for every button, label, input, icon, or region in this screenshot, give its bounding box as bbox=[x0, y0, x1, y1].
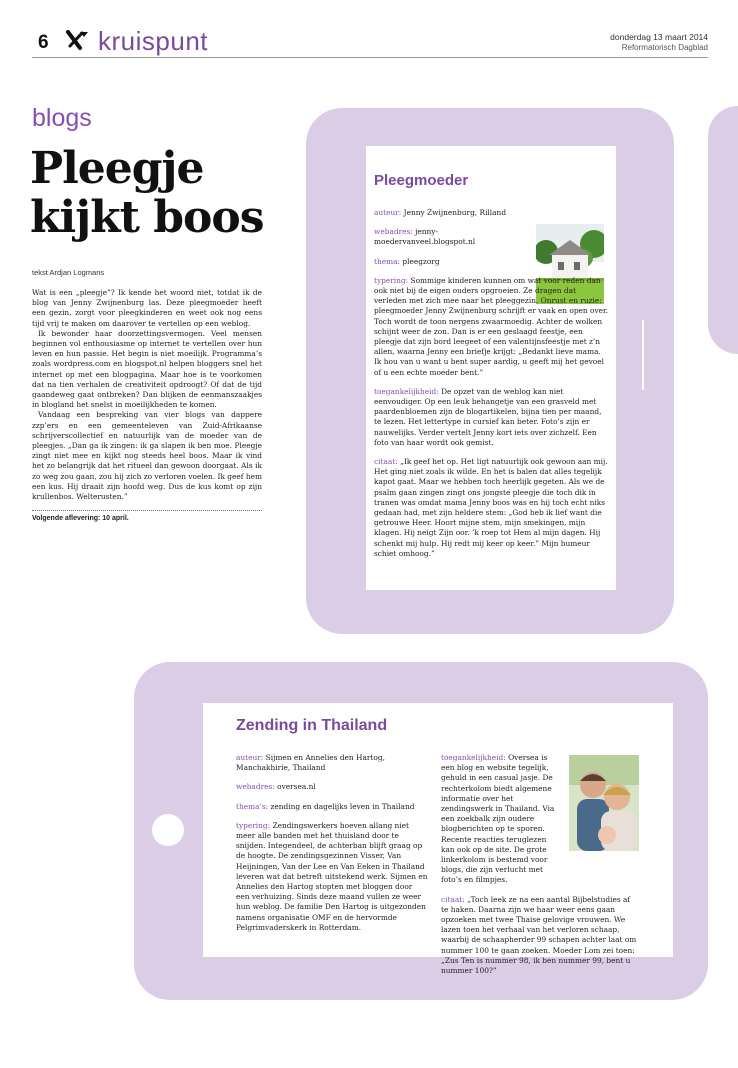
theme-label: thema’s: bbox=[236, 801, 269, 811]
typing-text: Zendingswerkers hoeven allang niet meer alle banden met het thuisland door te snijden. Integendeel, de achterban blijft graag op de hoogte. De zendingsgezinnen Visser, Van Heijningen, Van der Lee en Van Eeken in Thailand leveren wat dat betreft uitstekend werk. Sijmen en Annelies den Hartog stopten met bloggen door een verhuizing. Sinds deze maand vullen ze weer hun weblog. De familie Den Hartog is uitgezonden namens organisatie OMF en de hervormde Pelgrimvaderskerk in Rotterdam. bbox=[236, 820, 428, 932]
blog-column-right bbox=[441, 753, 637, 985]
article-byline: tekst Ardjan Logmans bbox=[32, 268, 105, 277]
author-label: auteur: bbox=[236, 753, 264, 762]
tablet-edge-decoration bbox=[708, 106, 738, 354]
author-value: Jenny Zwijnenburg, Rilland bbox=[403, 208, 507, 217]
page-header bbox=[32, 26, 708, 58]
author-line bbox=[374, 208, 524, 218]
access-paragraph bbox=[441, 753, 561, 886]
typing-label: typering: bbox=[374, 275, 409, 285]
access-text: Oversea is een blog en website tegelijk, gehuld in een casual jasje. De rechterkolom biedt algemene informatie over het zendingswerk in Thailand. Via een zoekbalk zijn oudere blogberichten op te sporen. Recente reacties teruglezen kan ook op de site. De grote linkerkolom is bestemd voor blogs, die zijn verlucht met foto’s en filmpjes. bbox=[441, 753, 555, 885]
web-line bbox=[374, 227, 524, 247]
web-label: webadres: bbox=[236, 782, 275, 792]
typing-paragraph bbox=[374, 276, 610, 378]
kruispunt-logo-icon bbox=[66, 30, 90, 54]
blog-card-pleegmoeder bbox=[366, 146, 616, 590]
tablet-home-button bbox=[152, 814, 184, 846]
theme-line bbox=[374, 257, 524, 267]
quote-paragraph bbox=[441, 895, 637, 977]
page-number: 6 bbox=[38, 32, 49, 53]
article-kicker: blogs bbox=[32, 104, 92, 132]
next-episode-note: Volgende aflevering: 10 april. bbox=[32, 515, 129, 522]
author-value: Sijmen en Annelies den Hartog, Manchakhirie, Thailand bbox=[236, 753, 385, 773]
article-intro bbox=[32, 288, 262, 502]
author-line bbox=[236, 753, 428, 773]
access-text: De opzet van de weblog kan niet eenvoudiger. Op een leuk behangetje van een grasveld met paardenbloemen zijn de blogartikelen, bijna tien per maand, te lezen. Het lettertype in cursief kan beter. Foto’s zijn er nauwelijks. Verder vertelt Jenny kort iets over zichzelf. Een foto van haar wordt ook gemist. bbox=[374, 386, 602, 447]
quote-paragraph bbox=[374, 457, 610, 559]
blog-body bbox=[374, 208, 610, 568]
author-label: auteur: bbox=[374, 208, 402, 217]
article-divider bbox=[32, 510, 262, 511]
web-line bbox=[236, 782, 428, 792]
blog-title: Pleegmoeder bbox=[374, 172, 469, 189]
quote-label: citaat: bbox=[374, 457, 398, 467]
access-label: toegankelijkheid: bbox=[374, 386, 439, 396]
typing-paragraph bbox=[236, 821, 428, 933]
newspaper-name: Reformatorisch Dagblad bbox=[621, 43, 708, 52]
web-value[interactable]: jenny-moedervanveel.blogspot.nl bbox=[374, 227, 476, 247]
section-title: kruispunt bbox=[98, 26, 208, 56]
web-label: webadres: bbox=[374, 227, 413, 237]
intro-paragraph: Wat is een „pleegje”? Ik kende het woord niet, totdat ik de blog van Jenny Zwijnenburg las. Deze pleegmoeder heeft een gezin, zorgt voor pleegkinderen en weet ook nog eens tijd vrij te maken om daarover te vertellen op een weblog. bbox=[32, 288, 262, 328]
theme-line bbox=[236, 802, 428, 812]
web-value[interactable]: oversea.nl bbox=[277, 782, 316, 792]
access-label: toegankelijkheid: bbox=[441, 753, 506, 762]
article-headline: Pleegje kijkt boos bbox=[30, 143, 264, 243]
access-paragraph bbox=[374, 387, 610, 448]
typing-label: typering: bbox=[236, 820, 271, 830]
typing-text: Sommige kinderen kunnen om wat voor reden dan ook niet bij de eigen ouders opgroeien. Ze dragen dat verleden met zich mee naar het pleeggezin. Onrust en ruzie: pleegmoeder Jenny Zwijnenburg schrijft er vaak en open over. Toch wordt de toon nergens zwaarmoedig. Achter de wolken schijnt weer de zon. Dan is er een geslaagd feestje, een pleegje dat zijn bord leegeet of een valentijnsfeestje met z’n allen, waarna Jenny een briefje krijgt: „Bedankt lieve mama. Ik hou van u want u bent super aardig, u geeft mij het gevoel of u een echte moeder bent.” bbox=[374, 275, 609, 377]
quote-text: „Ik geef het op. Het ligt natuurlijk ook gewoon aan mij. Het ging niet zoals ik wilde. En het is balen dat alles tegelijk kapot gaat. Maar we hebben toch heerlijk gegeten. Als we de psalm gaan zingen zingt ons jongste pleegje die toch dik in tranen was omdat mama Jenny boos was en hij toch echt niks gedaan had, met zijn heldere stem: „God heb ik lief want die getrouwe Heer. Hoort mijne stem, mijn smekingen, mijn klagen. Hij neigt Zijn oor. ’k roep tot Hem al mijn dagen. Hij schenkt mij hulp. Hij redt mij keer op keer.” Mijn humeur schiet omhoog.” bbox=[374, 457, 608, 558]
intro-paragraph: Ik bewonder haar doorzettingsvermogen. Veel mensen beginnen vol enthousiasme op internet te vertellen over hun leven en hun passie. Het begin is niet moeilijk. Programma’s zoals wordpress.com en blogspot.nl helpen bloggers snel het internet op met een blogpagina. Maar hoe is te voorkomen dat na tien verhalen de creativiteit opdroogt? Of dat de tijd gaandeweg gaat ontbreken? Dan blijken de eenmanszaakjes in blogland het snelst in moeilijkheden te komen. bbox=[32, 328, 262, 410]
theme-value: pleegzorg bbox=[402, 256, 440, 266]
blog-card-zending bbox=[203, 703, 673, 976]
blog-title: Zending in Thailand bbox=[236, 717, 388, 734]
issue-date: donderdag 13 maart 2014 bbox=[610, 32, 708, 42]
tablet-home-button bbox=[642, 320, 644, 390]
quote-label: citaat: bbox=[441, 894, 465, 904]
blog-column-left bbox=[236, 753, 428, 942]
theme-label: thema: bbox=[374, 256, 401, 266]
intro-paragraph: Vandaag een bespreking van vier blogs van dappere zzp’ers en een gemeenteleven van Zuid-Afrikaanse schrijverscollectief en natuurlijk van de moeder van de pleegjes. „Dan ga ik zingen: ik ga slapen ik ben moe. Pleegje zingt niet mee en kijkt nog steeds heel boos. Maar ik vind het zo belangrijk dat het ritueel dan gewoon doorgaat. Als ik zo weg zou gaan, zou hij zich zo verloren voelen. Ik geef hem een kus. Hij draait zijn hoofd weg. Dus de kus komt op zijn krullenbos. Welterusten.” bbox=[32, 410, 262, 502]
theme-value: zending en dagelijks leven in Thailand bbox=[270, 801, 415, 811]
quote-text: „Toch leek ze na een aantal Bijbelstudies af te haken. Daarna zijn we haar weer eens gaan opzoeken met twee Thaise gelovige vrouwen. We lazen toen het verhaal van het verloren schaap, waarbij de schaapherder 99 schapen achter laat om nummer 100 te gaan zoeken. Moeder Lom zei toen: „Zus Ten is nummer 98, ik ben nummer 99, bent u nummer 100?” bbox=[441, 894, 637, 976]
